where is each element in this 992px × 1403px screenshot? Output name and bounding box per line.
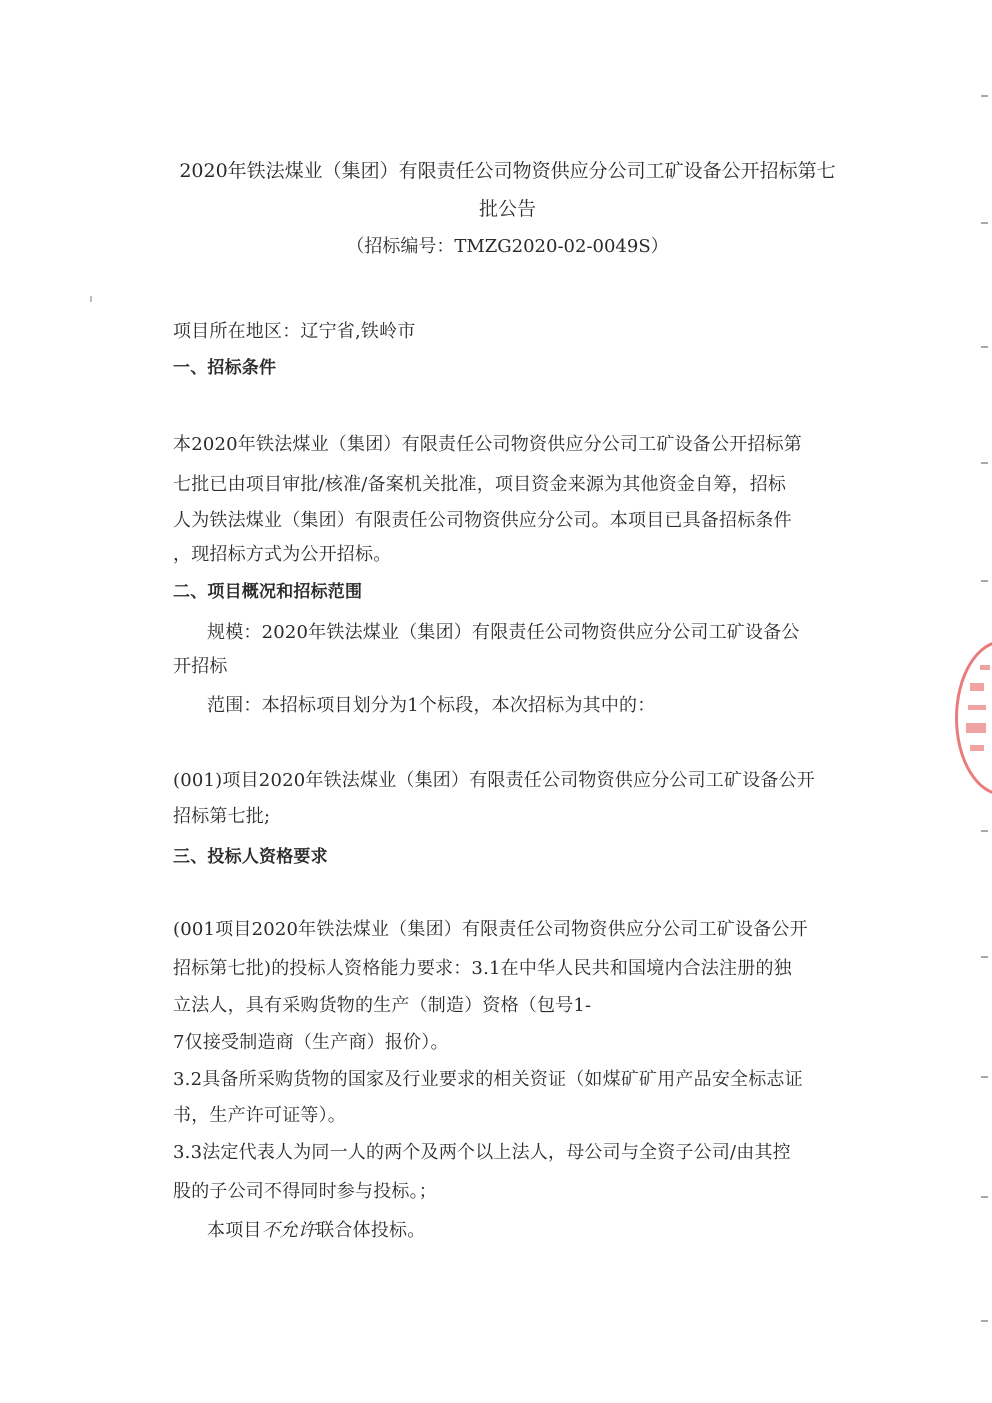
scale-line: 规模：2020年铁法煤业（集团）有限责任公司物资供应分公司工矿设备公 <box>207 622 800 643</box>
section3-line: 3.2具备所采购货物的国家及行业要求的相关资证（如煤矿矿用产品安全标志证 <box>173 1069 803 1090</box>
document-title-line1: 2020年铁法煤业（集团）有限责任公司物资供应分公司工矿设备公开招标第七 <box>179 160 836 182</box>
section1-line: 本2020年铁法煤业（集团）有限责任公司物资供应分公司工矿设备公开招标第 <box>173 434 803 455</box>
section3-line: 书，生产许可证等）。 <box>173 1105 346 1126</box>
section3-line: 股的子公司不得同时参与投标。； <box>173 1181 437 1202</box>
scan-mark <box>981 95 988 97</box>
section3-line: (001项目2020年铁法煤业（集团）有限责任公司物资供应分公司工矿设备公开 <box>173 919 808 940</box>
section1-line: 七批已由项目审批/核准/备案机关批准，项目资金来源为其他资金自筹，招标 <box>173 474 787 495</box>
scan-mark <box>981 1320 988 1322</box>
section1-line: ，现招标方式为公开招标。 <box>173 544 392 565</box>
consortium-not-allowed: 不允许 <box>261 1220 317 1241</box>
scan-mark <box>981 1076 988 1078</box>
section3-heading: 三、投标人资格要求 <box>173 847 328 867</box>
tender-number: （招标编号：TMZG2020-02-0049S） <box>346 236 669 257</box>
official-seal <box>955 640 992 796</box>
scale-line: 开招标 <box>173 656 228 677</box>
item-line: (001)项目2020年铁法煤业（集团）有限责任公司物资供应分公司工矿设备公开 <box>173 770 816 791</box>
project-location: 项目所在地区：辽宁省,铁岭市 <box>173 321 416 342</box>
section3-line: 3.3法定代表人为同一人的两个及两个以上法人，母公司与全资子公司/由其控 <box>173 1142 791 1163</box>
scan-mark <box>981 346 988 348</box>
scan-mark <box>981 956 988 958</box>
scan-mark <box>981 580 988 582</box>
scan-mark <box>981 222 988 224</box>
section3-line: 立法人，具有采购货物的生产（制造）资格（包号1- <box>173 995 592 1016</box>
scan-mark <box>981 1196 988 1198</box>
scan-mark <box>981 462 988 464</box>
section2-heading: 二、项目概况和招标范围 <box>173 582 363 602</box>
item-line: 招标第七批; <box>173 806 271 827</box>
consortium-suffix: 联合体投标。 <box>316 1220 426 1241</box>
scope-line: 范围：本招标项目划分为1个标段，本次招标为其中的： <box>207 695 656 716</box>
scan-speck <box>90 296 92 302</box>
consortium-prefix: 本项目 <box>207 1220 262 1241</box>
document-title-line2: 批公告 <box>478 198 536 220</box>
section3-line: 7仅接受制造商（生产商）报价）。 <box>173 1032 449 1053</box>
consortium-statement <box>207 1219 425 1243</box>
scan-mark <box>981 830 988 832</box>
section1-line: 人为铁法煤业（集团）有限责任公司物资供应分公司。本项目已具备招标条件 <box>173 510 792 531</box>
section3-line: 招标第七批)的投标人资格能力要求：3.1在中华人民共和国境内合法注册的独 <box>173 958 792 979</box>
section1-heading: 一、招标条件 <box>173 358 277 378</box>
